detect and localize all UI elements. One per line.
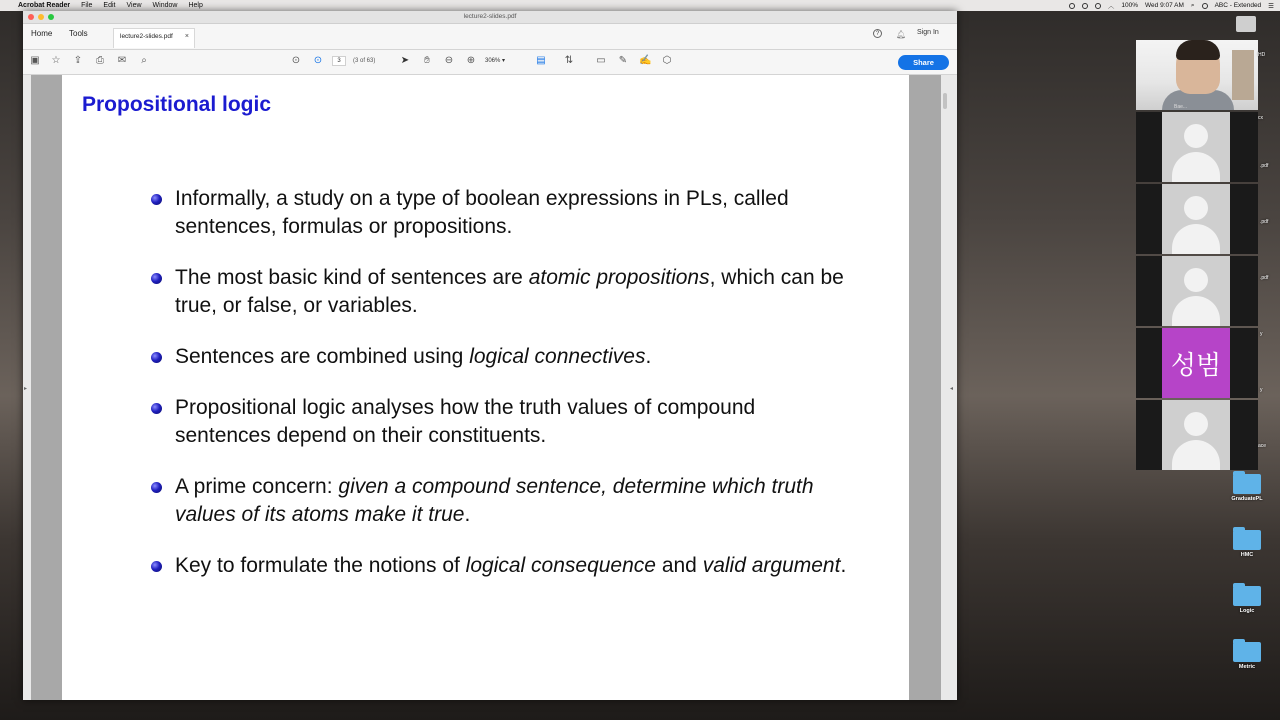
participant-tile[interactable]: [1136, 184, 1258, 254]
print-icon[interactable]: ⎙: [96, 55, 104, 66]
right-panel-toggle[interactable]: [941, 75, 957, 700]
desktop-label: .pdf: [1260, 163, 1269, 169]
list-item: [150, 394, 850, 450]
avatar-head: [1184, 124, 1208, 148]
bullet-text: A prime concern:: [175, 475, 339, 498]
folder-label: Metric: [1238, 664, 1256, 670]
title-bar: [23, 11, 957, 24]
bullet-text: , which can be true, or false, or variables.: [175, 266, 844, 317]
clock[interactable]: Wed 9:07 AM: [1145, 2, 1184, 9]
bullet-emphasis: valid argument: [702, 554, 841, 577]
menu-edit[interactable]: Edit: [103, 2, 116, 9]
pdf-page: [62, 75, 909, 700]
notification-center-icon[interactable]: ☰: [1268, 2, 1274, 10]
hand-tool-icon[interactable]: ✋︎: [424, 55, 430, 66]
acrobat-window: [23, 11, 957, 700]
status-icon[interactable]: [1082, 3, 1088, 9]
bookmark-star-icon[interactable]: ☆: [51, 55, 61, 66]
folder-icon: [1233, 642, 1261, 662]
highlight-pen-icon[interactable]: ✎: [618, 55, 628, 66]
participant-tile[interactable]: [1136, 112, 1258, 182]
share-button[interactable]: [898, 55, 949, 70]
wifi-icon[interactable]: ︿: [1107, 3, 1115, 10]
slide-title: Propositional logic: [82, 93, 272, 116]
avatar: [1162, 256, 1230, 326]
desktop-label: .pdf: [1260, 275, 1269, 281]
folder-label: Logic: [1239, 608, 1255, 614]
folder-label: HMC: [1240, 552, 1254, 558]
folder-icon: [1233, 530, 1261, 550]
participant-tile[interactable]: [1136, 256, 1258, 326]
hard-drive-icon[interactable]: [1236, 16, 1256, 32]
participant-tile[interactable]: [1136, 400, 1258, 470]
avatar-body: [1172, 224, 1220, 254]
bullet-icon: [151, 482, 162, 493]
bullet-text: Key to formulate the notions of: [175, 554, 466, 577]
scroll-mode-icon[interactable]: ⇅: [564, 55, 574, 66]
menu-app-name[interactable]: Acrobat Reader: [18, 2, 71, 9]
help-icon[interactable]: ?: [873, 29, 882, 38]
folder-label: GraduatePL: [1231, 496, 1263, 502]
desktop-label: y: [1260, 331, 1263, 337]
desktop-label: ace: [1258, 443, 1267, 449]
comment-icon[interactable]: ▭: [596, 55, 606, 66]
bullet-text: Propositional logic analyses how the truth values of compound sentences depend on their constituents.: [175, 396, 756, 447]
avatar: [1162, 184, 1230, 254]
list-item: [150, 185, 850, 241]
avatar-head: [1184, 412, 1208, 436]
bullet-icon: [151, 352, 162, 363]
next-page-icon[interactable]: ⊙: [313, 55, 323, 66]
battery-percent[interactable]: 100%: [1121, 2, 1139, 9]
bullet-emphasis: logical consequence: [465, 554, 656, 577]
bullet-icon: [151, 561, 162, 572]
page-number-input[interactable]: 3: [332, 56, 346, 66]
desktop-label: .pdf: [1260, 219, 1269, 225]
tab-document-label: lecture2-slides.pdf: [120, 33, 173, 40]
desktop-folder[interactable]: [1217, 586, 1277, 614]
bell-icon[interactable]: 🔔︎: [896, 30, 907, 39]
avatar: [1162, 112, 1230, 182]
sign-icon[interactable]: ✍: [639, 55, 652, 66]
avatar-body: [1172, 152, 1220, 182]
zoom-search-icon[interactable]: ⌕: [141, 55, 147, 66]
siri-icon[interactable]: [1202, 3, 1208, 9]
menu-bar: [0, 0, 1280, 11]
tab-document[interactable]: [113, 28, 195, 48]
avatar: [1162, 400, 1230, 470]
bullet-icon: [151, 194, 162, 205]
desktop-folder[interactable]: [1217, 474, 1277, 502]
folder-icon: [1233, 474, 1261, 494]
desktop-label: HD: [1258, 52, 1266, 58]
bullet-emphasis: atomic propositions: [528, 266, 710, 289]
camera-tile[interactable]: [1136, 40, 1258, 110]
bullet-icon: [151, 273, 162, 284]
menu-window[interactable]: Window: [152, 2, 178, 9]
close-tab-icon[interactable]: ×: [184, 33, 189, 40]
select-cursor-icon[interactable]: ➤: [400, 55, 410, 66]
sign-in-link[interactable]: Sign In: [917, 29, 939, 36]
folder-icon: [1233, 586, 1261, 606]
list-item: [150, 343, 850, 371]
bullet-text: .: [840, 554, 847, 577]
bullet-icon: [151, 403, 162, 414]
left-panel-toggle[interactable]: [23, 75, 31, 700]
zoom-level-select[interactable]: [485, 56, 521, 66]
avatar-body: [1172, 440, 1220, 470]
menu-help[interactable]: Help: [188, 2, 203, 9]
desktop-folder[interactable]: [1217, 642, 1277, 670]
zoom-in-icon[interactable]: ⊕: [466, 55, 476, 66]
participant-name: Bae...: [1174, 104, 1188, 110]
document-viewer[interactable]: [23, 75, 957, 700]
page-display-icon[interactable]: ▤: [536, 55, 546, 66]
list-item: [150, 264, 850, 320]
desktop-label: y: [1260, 387, 1263, 393]
participant-name-tile: 성범: [1162, 328, 1230, 398]
tab-home[interactable]: Home: [31, 29, 53, 38]
save-icon[interactable]: ▣: [30, 55, 40, 66]
window-title: lecture2-slides.pdf: [463, 13, 517, 20]
avatar-head: [1184, 196, 1208, 220]
camera-feed: [1136, 40, 1258, 110]
tab-bar: [23, 24, 957, 50]
status-menus: [1069, 0, 1274, 11]
bullet-text: .: [464, 503, 471, 526]
avatar-head: [1184, 268, 1208, 292]
bullet-emphasis: given a compound sentence, determine which truth values of its atoms make it true: [175, 475, 814, 526]
expand-right-icon[interactable]: ◂: [950, 386, 954, 392]
more-tools-icon[interactable]: ⬡: [662, 55, 672, 66]
bullet-text: The most basic kind of sentences are: [175, 266, 529, 289]
share-label: Share: [913, 58, 934, 67]
menu-view[interactable]: View: [126, 2, 142, 9]
expand-left-icon[interactable]: ▸: [24, 386, 28, 392]
status-icon[interactable]: [1069, 3, 1075, 9]
zoom-out-icon[interactable]: ⊖: [444, 55, 454, 66]
status-icon[interactable]: [1095, 3, 1101, 9]
bullet-text: .: [645, 345, 652, 368]
background-shelf: [1232, 50, 1254, 100]
list-item: [150, 552, 850, 580]
chevron-down-icon: ▾: [502, 58, 506, 64]
scrollbar[interactable]: [943, 93, 947, 109]
email-icon[interactable]: ✉: [117, 55, 127, 66]
list-item: [150, 473, 850, 529]
bullet-list: [150, 185, 850, 603]
menu-file[interactable]: File: [81, 2, 93, 9]
avatar-body: [1172, 296, 1220, 326]
person-hair: [1176, 40, 1220, 60]
input-source[interactable]: ABC - Extended: [1214, 2, 1262, 9]
desktop-label: cx: [1258, 115, 1263, 121]
bullet-text: Sentences are combined using: [175, 345, 470, 368]
participant-tile[interactable]: [1136, 328, 1258, 398]
bullet-text: and: [655, 554, 703, 577]
bullet-emphasis: logical connectives: [469, 345, 646, 368]
upload-icon[interactable]: ⇪: [73, 55, 83, 66]
tab-tools[interactable]: Tools: [69, 29, 88, 38]
bullet-text: Informally, a study on a type of boolean expressions in PLs, called sentences, formulas or propositions.: [175, 187, 789, 238]
zoom-level: 306%: [485, 58, 501, 64]
toolbar: [23, 50, 957, 75]
previous-page-icon[interactable]: ⊙: [291, 55, 301, 66]
search-icon[interactable]: ⌕: [1190, 1, 1195, 9]
page-count: (3 of 63): [353, 58, 376, 64]
desktop-folder[interactable]: [1217, 530, 1277, 558]
